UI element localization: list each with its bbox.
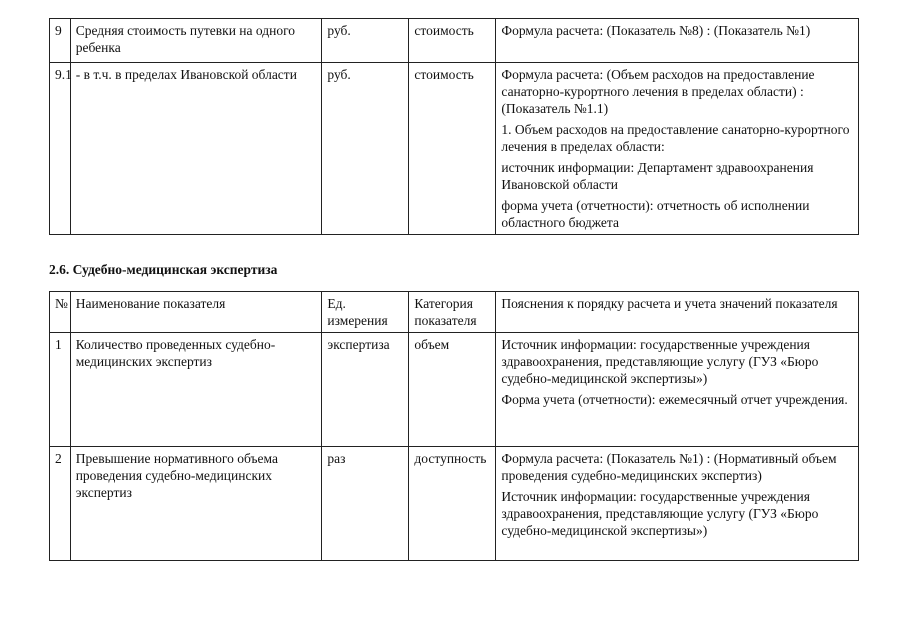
forensic-indicator-table: [49, 291, 859, 561]
indicator-table-continued: [49, 18, 859, 235]
header-name: Наименование показателя: [70, 292, 322, 333]
indicator-name: Количество проведенных судебно-медицинских экспертиз: [70, 333, 322, 447]
note-paragraph: Форма учета (отчетности): ежемесячный отчет учреждения.: [501, 392, 848, 407]
indicator-notes: [496, 63, 859, 235]
note-paragraph: Источник информации: государственные учреждения здравоохранения, представляющие услугу (ГУЗ «Бюро судебно-медицинской экспертизы»): [501, 337, 819, 386]
section-heading: 2.6. Судебно-медицинская экспертиза: [49, 262, 278, 277]
indicator-unit: руб.: [322, 19, 409, 63]
header-category: Категория показателя: [409, 292, 496, 333]
table-header-row: [50, 292, 859, 333]
header-unit: Ед. измерения: [322, 292, 409, 333]
table-row: [50, 447, 859, 561]
indicator-category: стоимость: [409, 63, 496, 235]
indicator-category: объем: [409, 333, 496, 447]
table-row: [50, 19, 859, 63]
indicator-name: Превышение нормативного объема проведения судебно-медицинских экспертиз: [70, 447, 322, 561]
indicator-unit: экспертиза: [322, 333, 409, 447]
note-paragraph: Источник информации: государственные учреждения здравоохранения, представляющие услугу (ГУЗ «Бюро судебно-медицинской экспертизы»): [501, 489, 819, 538]
indicator-category: доступность: [409, 447, 496, 561]
note-paragraph: источник информации: Департамент здравоохранения Ивановской области: [501, 160, 814, 192]
header-notes: Пояснения к порядку расчета и учета значений показателя: [496, 292, 859, 333]
note-paragraph: Формула расчета: (Показатель №1) : (Нормативный объем проведения судебно-медицинских экспертиз): [501, 451, 837, 483]
note-paragraph: Формула расчета: (Показатель №8) : (Показатель №1): [501, 23, 811, 38]
row-number: 1: [50, 333, 71, 447]
header-num: №: [50, 292, 71, 333]
indicator-name: - в т.ч. в пределах Ивановской области: [70, 63, 322, 235]
indicator-notes: [496, 19, 859, 63]
indicator-name: Средняя стоимость путевки на одного ребенка: [70, 19, 322, 63]
row-number: 2: [50, 447, 71, 561]
note-paragraph: форма учета (отчетности): отчетность об исполнении областного бюджета: [501, 198, 810, 230]
row-number: 9.1: [50, 63, 71, 235]
indicator-notes: [496, 447, 859, 561]
indicator-unit: раз: [322, 447, 409, 561]
row-number: 9: [50, 19, 71, 63]
table-row: [50, 63, 859, 235]
note-paragraph: 1. Объем расходов на предоставление санаторно-курортного лечения в пределах области:: [501, 122, 850, 154]
indicator-category: стоимость: [409, 19, 496, 63]
indicator-notes: [496, 333, 859, 447]
table-row: [50, 333, 859, 447]
note-paragraph: Формула расчета: (Объем расходов на предоставление санаторно-курортного лечения в пределах области) : (Показатель №1.1): [501, 67, 815, 116]
indicator-unit: руб.: [322, 63, 409, 235]
